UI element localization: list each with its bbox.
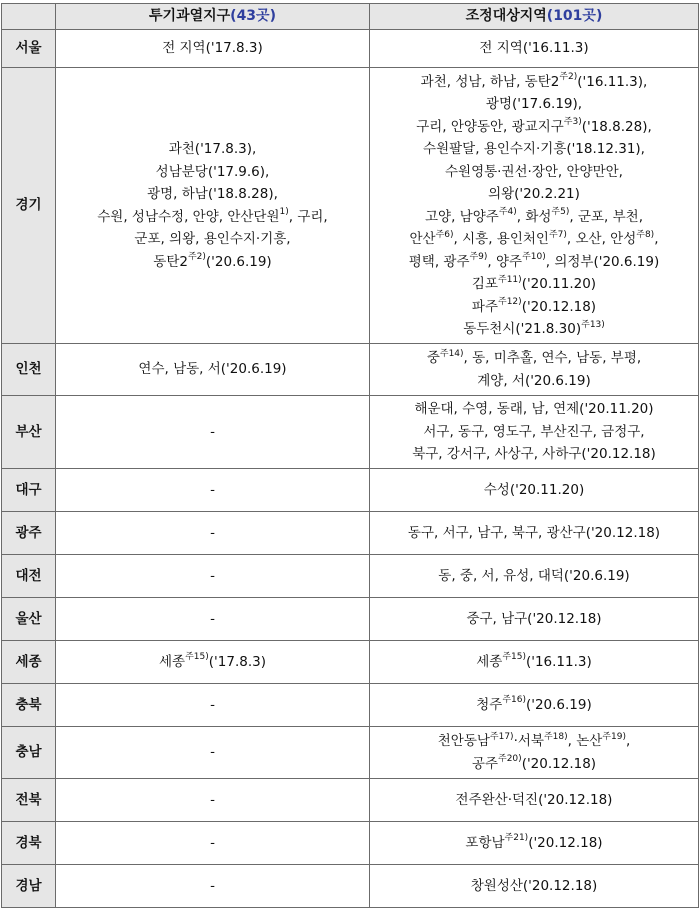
cell-line <box>376 116 692 139</box>
cell-line <box>62 741 363 764</box>
table-body <box>2 30 699 908</box>
region-cell: 부산 <box>2 396 56 469</box>
cell-text: ('20.12.18) <box>528 834 603 851</box>
cell-line <box>62 789 363 812</box>
cell-text: 창원성산('20.12.18) <box>470 877 598 894</box>
table-row <box>2 641 699 684</box>
cell-line <box>376 228 692 251</box>
cell-text: 해운대, 수영, 동래, 남, 연제('20.11.20) <box>414 401 654 418</box>
speculation-cell <box>56 684 370 727</box>
cell-text: - <box>210 610 215 627</box>
cell-line <box>62 832 363 855</box>
cell-line <box>376 183 692 206</box>
cell-text: , 시흥, 용인처인 <box>453 231 549 247</box>
footnote-marker: 주18) <box>543 731 568 742</box>
cell-text: , 양주 <box>487 253 523 270</box>
cell-text: , 동, 미추홀, 연수, 남동, 부평, <box>463 350 642 366</box>
header-adjustment-count: (101곳) <box>546 8 603 25</box>
cell-line <box>376 753 692 776</box>
table-row <box>2 822 699 865</box>
footnote-marker: 주13) <box>581 319 605 330</box>
cell-text: - <box>210 834 215 851</box>
footnote-marker: 주19) <box>602 731 626 742</box>
adjustment-cell <box>370 469 699 512</box>
adjustment-cell <box>370 68 699 344</box>
region-cell: 광주 <box>2 512 56 555</box>
cell-line <box>376 875 692 898</box>
adjustment-cell <box>370 555 699 598</box>
footnote-marker: 주11) <box>498 274 522 285</box>
footnote-marker: 주14) <box>439 348 464 359</box>
footnote-marker: 주10) <box>522 252 546 262</box>
footnote-marker: 주2) <box>187 252 206 262</box>
cell-text: 북구, 강서구, 사상구, 사하구('20.12.18) <box>412 446 656 463</box>
table-row <box>2 779 699 822</box>
adjustment-cell <box>370 865 699 908</box>
cell-text: 동탄2 <box>153 253 188 270</box>
header-speculation-label: 투기과열지구 <box>149 8 231 25</box>
adjustment-cell <box>370 512 699 555</box>
table-row <box>2 598 699 641</box>
header-adjustment-label: 조정대상지역 <box>465 8 547 25</box>
cell-text: 공주 <box>471 755 499 772</box>
cell-text: 천안동남 <box>437 733 490 749</box>
cell-text: 성남분당('17.9.6), <box>155 163 270 180</box>
speculation-cell <box>56 865 370 908</box>
footnote-marker: 주15) <box>502 652 526 663</box>
adjustment-cell <box>370 727 699 779</box>
region-cell: 전북 <box>2 779 56 822</box>
cell-text: 연수, 남동, 서('20.6.19) <box>138 361 287 378</box>
cell-text: 계양, 서('20.6.19) <box>477 372 591 389</box>
region-cell: 서울 <box>2 30 56 68</box>
cell-line <box>376 206 692 229</box>
cell-text: 군포, 의왕, 용인수지·기흥, <box>134 231 291 247</box>
cell-line <box>62 161 363 184</box>
cell-line <box>376 318 692 341</box>
cell-text: - <box>210 423 215 440</box>
cell-text: ('20.6.19) <box>525 696 592 713</box>
cell-text: 광명, 하남('18.8.28), <box>147 186 278 202</box>
header-speculation-count: (43곳) <box>230 8 276 25</box>
cell-text: 청주 <box>476 696 503 713</box>
cell-text: ('16.11.3) <box>525 653 592 670</box>
cell-line <box>376 421 692 444</box>
speculation-cell <box>56 727 370 779</box>
cell-text: , 화성 <box>516 208 552 225</box>
cell-text: ('20.11.20) <box>521 276 597 292</box>
footnote-marker: 1) <box>279 207 289 217</box>
cell-text: 전주완산·덕진('20.12.18) <box>455 791 613 808</box>
table-row <box>2 555 699 598</box>
cell-text: , 구리, <box>288 208 328 225</box>
region-cell: 세종 <box>2 641 56 684</box>
cell-text: 동구, 서구, 남구, 북구, 광산구('20.12.18) <box>407 524 661 541</box>
cell-line <box>376 93 692 116</box>
speculation-cell <box>56 598 370 641</box>
speculation-cell <box>56 396 370 469</box>
footnote-marker: 주2) <box>559 72 578 82</box>
cell-line <box>62 565 363 588</box>
speculation-cell <box>56 779 370 822</box>
cell-text: - <box>210 744 215 761</box>
adjustment-cell <box>370 30 699 68</box>
footnote-marker: 주21) <box>504 833 529 844</box>
cell-text: - <box>210 791 215 808</box>
cell-line <box>62 694 363 717</box>
cell-text: 파주 <box>471 298 499 315</box>
cell-text: 동, 중, 서, 유성, 대덕('20.6.19) <box>438 567 630 584</box>
cell-line <box>376 71 692 94</box>
cell-line <box>376 347 692 370</box>
region-cell: 경기 <box>2 68 56 344</box>
cell-text: 세종 <box>159 653 186 670</box>
region-cell: 충북 <box>2 684 56 727</box>
adjustment-cell <box>370 822 699 865</box>
cell-text: , 논산 <box>567 733 603 749</box>
cell-line <box>62 875 363 898</box>
footnote-marker: 주4) <box>498 207 517 217</box>
speculation-cell <box>56 641 370 684</box>
cell-text: ('20.12.18) <box>521 298 597 315</box>
footnote-marker: 주8) <box>636 229 655 240</box>
cell-text: - <box>210 877 215 894</box>
adjustment-cell <box>370 684 699 727</box>
header-speculation-zone <box>56 4 370 30</box>
cell-text: 안산 <box>409 231 436 247</box>
cell-text: , <box>625 733 631 749</box>
cell-text: 전 지역('16.11.3) <box>479 40 589 57</box>
cell-line <box>62 183 363 206</box>
cell-text: 포항남 <box>465 834 505 851</box>
cell-text: 세종 <box>476 653 503 670</box>
cell-text: 수원팔달, 용인수지·기흥('18.12.31), <box>423 141 645 157</box>
footnote-marker: 주7) <box>548 229 567 240</box>
speculation-cell <box>56 555 370 598</box>
cell-text: ('20.6.19) <box>205 253 272 270</box>
cell-line <box>376 565 692 588</box>
table-row <box>2 865 699 908</box>
footnote-marker: 주20) <box>498 754 522 764</box>
cell-text: 고양, 남양주 <box>425 208 499 225</box>
cell-text: ('18.8.28), <box>581 118 652 135</box>
cell-line <box>62 37 363 60</box>
cell-line <box>62 228 363 251</box>
cell-line <box>376 251 692 274</box>
region-cell: 인천 <box>2 344 56 396</box>
footnote-marker: 주12) <box>498 297 522 307</box>
table-row <box>2 469 699 512</box>
cell-text: 수원영통·권선·장안, 안양만안, <box>445 163 623 180</box>
cell-line <box>62 358 363 381</box>
cell-line <box>376 138 692 161</box>
cell-text: - <box>210 696 215 713</box>
cell-line <box>62 421 363 444</box>
cell-text: 전 지역('17.8.3) <box>162 40 263 57</box>
cell-text: - <box>210 567 215 584</box>
table-row <box>2 68 699 344</box>
region-cell: 경북 <box>2 822 56 865</box>
cell-line <box>62 138 363 161</box>
region-cell: 충남 <box>2 727 56 779</box>
region-cell: 대구 <box>2 469 56 512</box>
cell-text: ('16.11.3), <box>577 73 648 90</box>
footnote-marker: 주17) <box>489 731 514 742</box>
footnote-marker: 주3) <box>563 117 582 127</box>
cell-line <box>62 608 363 631</box>
cell-line <box>376 370 692 393</box>
cell-line <box>376 694 692 717</box>
cell-line <box>376 273 692 296</box>
footnote-marker: 주6) <box>435 229 454 240</box>
table-row <box>2 396 699 469</box>
footnote-marker: 주9) <box>469 252 488 262</box>
adjustment-cell <box>370 779 699 822</box>
cell-text: 평택, 광주 <box>408 253 470 270</box>
cell-line <box>376 479 692 502</box>
regulated-areas-table <box>1 3 699 908</box>
header-region <box>2 4 56 30</box>
speculation-cell <box>56 68 370 344</box>
table-row <box>2 684 699 727</box>
speculation-cell <box>56 30 370 68</box>
footnote-marker: 주15) <box>185 652 209 663</box>
region-cell: 울산 <box>2 598 56 641</box>
cell-line <box>376 296 692 319</box>
cell-line <box>376 522 692 545</box>
cell-line <box>376 398 692 421</box>
cell-line <box>62 251 363 274</box>
cell-text: 수원, 성남수정, 안양, 안산단원 <box>97 208 280 225</box>
region-cell: 대전 <box>2 555 56 598</box>
table-row <box>2 344 699 396</box>
cell-text: , 오산, 안성 <box>566 231 637 247</box>
cell-text: - <box>210 524 215 541</box>
cell-line <box>376 651 692 674</box>
cell-text: 서구, 동구, 영도구, 부산진구, 금정구, <box>423 423 645 440</box>
adjustment-cell <box>370 598 699 641</box>
cell-text: ·서북 <box>513 733 544 749</box>
speculation-cell <box>56 822 370 865</box>
cell-text: , 군포, 부천, <box>569 208 643 225</box>
cell-line <box>376 832 692 855</box>
cell-text: - <box>210 481 215 498</box>
cell-text: ('20.12.18) <box>521 755 597 772</box>
cell-text: 광명('17.6.19), <box>485 96 583 112</box>
cell-text: 과천('17.8.3), <box>168 141 257 157</box>
cell-line <box>62 479 363 502</box>
cell-line <box>376 730 692 753</box>
speculation-cell <box>56 344 370 396</box>
cell-line <box>62 651 363 674</box>
cell-text: 의왕('20.2.21) <box>488 186 580 202</box>
table-row <box>2 727 699 779</box>
cell-text: 과천, 성남, 하남, 동탄2 <box>420 73 560 90</box>
speculation-cell <box>56 469 370 512</box>
footnote-marker: 주16) <box>502 695 526 706</box>
region-cell: 경남 <box>2 865 56 908</box>
adjustment-cell <box>370 396 699 469</box>
cell-text: 구리, 안양동안, 광교지구 <box>416 118 564 135</box>
cell-line <box>62 206 363 229</box>
header-row <box>2 4 699 30</box>
footnote-marker: 주5) <box>551 207 570 217</box>
adjustment-cell <box>370 344 699 396</box>
table-row <box>2 30 699 68</box>
cell-text: , 의정부('20.6.19) <box>545 253 660 270</box>
cell-text: 동두천시('21.8.30) <box>463 321 582 337</box>
cell-line <box>376 608 692 631</box>
table-row <box>2 512 699 555</box>
cell-line <box>62 522 363 545</box>
cell-text: , <box>654 231 659 247</box>
header-adjustment-zone <box>370 4 699 30</box>
cell-text: ('17.8.3) <box>208 653 266 670</box>
cell-text: 중 <box>426 350 440 366</box>
cell-text: 중구, 남구('20.12.18) <box>466 610 602 627</box>
cell-text: 수성('20.11.20) <box>483 481 585 498</box>
cell-line <box>376 443 692 466</box>
cell-line <box>376 161 692 184</box>
adjustment-cell <box>370 641 699 684</box>
cell-line <box>376 37 692 60</box>
cell-line <box>376 789 692 812</box>
speculation-cell <box>56 512 370 555</box>
cell-text: 김포 <box>471 276 499 292</box>
